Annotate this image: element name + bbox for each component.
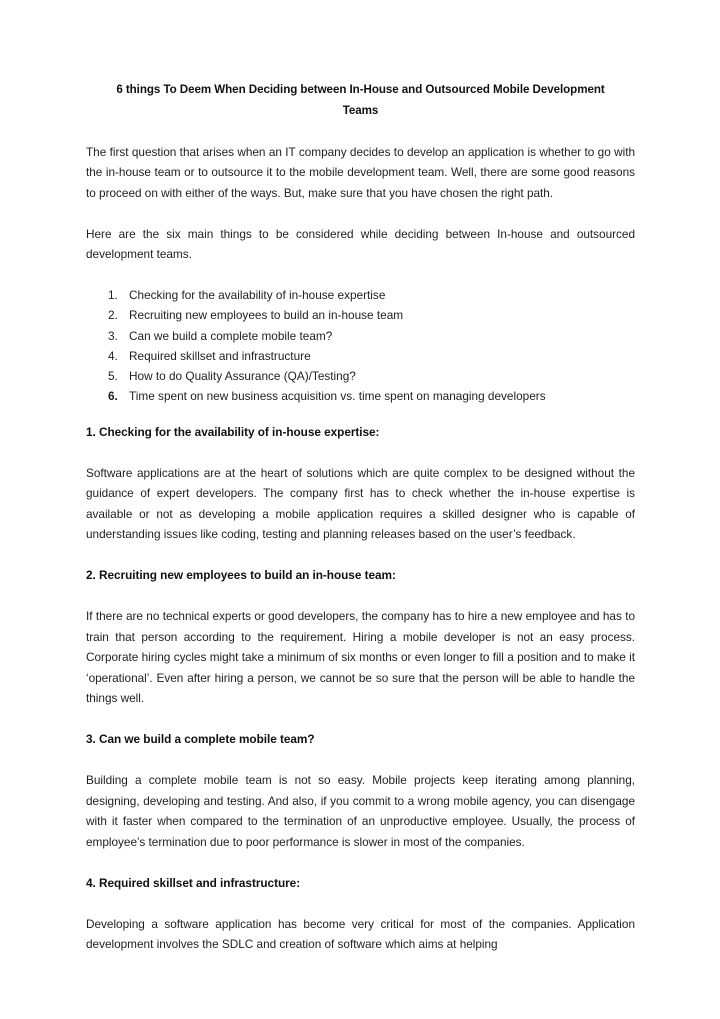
section-body-3: Building a complete mobile team is not so easy. Mobile projects keep iterating among planning, designing, developing and testing. And also, if you commit to a wrong mobile agency, you can disengage with it faster when compared to the termination of an unproductive employee. Usually, the process of employee’s termination due to poor performance is slower in most of the companies. (86, 773, 635, 849)
spacer (86, 265, 635, 286)
list-item (86, 366, 635, 386)
document-title-line-1: 6 things To Deem When Deciding between In-House and Outsourced Mobile Development (116, 83, 605, 96)
spacer (86, 203, 635, 224)
spacer (86, 407, 635, 422)
list-item (86, 326, 635, 346)
list-item-number: 2. (108, 308, 118, 323)
spacer (86, 893, 635, 914)
spacer (86, 709, 635, 730)
list-item-number: 1. (108, 288, 118, 302)
list-item (86, 285, 635, 305)
list-item-number: 4. (108, 348, 118, 363)
list-item (86, 346, 635, 366)
list-item-number: 6. (108, 389, 118, 404)
section-heading-2: 2. Recruiting new employees to build an in-house team: (86, 568, 396, 583)
spacer (86, 442, 635, 463)
section-body-1: Software applications are at the heart of solutions which are quite complex to be designed without the guidance of expert developers. The company first has to check whether the in-house expertise is available or not as developing a mobile application requires a skilled designer who is capable of understanding issues like coding, testing and planning releases based on the user’s feedback. (86, 465, 635, 542)
intro-paragraph-1: The first question that arises when an IT company decides to develop an application is whether to go with the in-house team or to outsource it to the mobile development team. Well, there are some good reasons to proceed on with either of the ways. But, make sure that you have chosen the right path. (86, 144, 635, 200)
spacer (86, 750, 635, 771)
list-item-number: 5. (108, 369, 118, 384)
spacer (86, 852, 635, 873)
spacer (86, 545, 635, 566)
section-heading-3: 3. Can we build a complete mobile team? (86, 732, 315, 747)
spacer (86, 121, 635, 142)
section-heading-1: 1. Checking for the availability of in-house expertise: (86, 424, 380, 439)
list-item-label: How to do Quality Assurance (QA)/Testing? (129, 369, 356, 384)
document-content (86, 80, 635, 955)
list-item (86, 386, 635, 406)
overview-list (86, 285, 635, 407)
section-body-2: If there are no technical experts or good developers, the company has to hire a new employee and has to train that person according to the requirement. Hiring a mobile developer is not an easy process. Corporate hiring cycles might take a minimum of six months or even longer to fill a position and to make it ‘operational’. Even after hiring a person, we cannot be so sure that the person will be able to handle the things well. (86, 609, 635, 706)
document-title-line-2: Teams (342, 103, 379, 117)
list-item-label: Can we build a complete mobile team? (129, 328, 333, 343)
document-title (86, 80, 635, 121)
list-item-label: Recruiting new employees to build an in-house team (129, 308, 404, 323)
list-item-label: Required skillset and infrastructure (129, 348, 311, 363)
list-item-number: 3. (108, 328, 118, 343)
spacer (86, 586, 635, 607)
list-item-label: Checking for the availability of in-house expertise (129, 288, 386, 302)
list-item (86, 305, 635, 325)
intro-paragraph-2: Here are the six main things to be considered while deciding between In-house and outsourced development teams. (86, 226, 635, 261)
section-heading-4: 4. Required skillset and infrastructure: (86, 875, 301, 890)
section-body-4: Developing a software application has become very critical for most of the companies. Application development involves the SDLC and creation of software which aims at helping (86, 916, 635, 952)
list-item-label: Time spent on new business acquisition vs. time spent on managing developers (129, 389, 546, 404)
